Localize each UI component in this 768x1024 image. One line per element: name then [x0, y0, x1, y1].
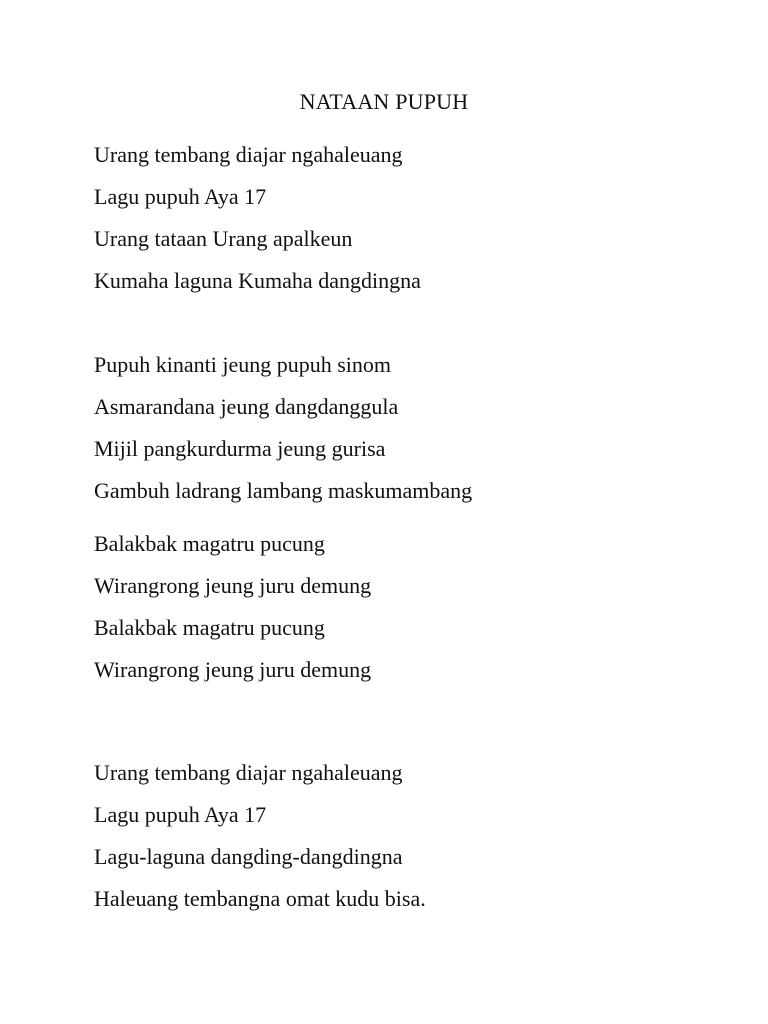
- stanza-line: Pupuh kinanti jeung pupuh sinom: [94, 352, 391, 377]
- stanza-line: Wirangrong jeung juru demung: [94, 573, 372, 598]
- stanza-line: Haleuang tembangna omat kudu bisa.: [94, 886, 426, 911]
- stanza-line: Gambuh ladrang lambang maskumambang: [94, 478, 473, 503]
- stanza-line: Lagu-laguna dangding-dangdingna: [94, 844, 403, 869]
- stanza-line: Mijil pangkurdurma jeung gurisa: [94, 436, 386, 461]
- stanza-1: [94, 134, 421, 302]
- stanza-line: Urang tembang diajar ngahaleuang: [94, 760, 403, 785]
- stanza-line: Asmarandana jeung dangdanggula: [94, 394, 399, 419]
- stanza-line: Balakbak magatru pucung: [94, 615, 325, 640]
- stanza-line: Balakbak magatru pucung: [94, 531, 325, 556]
- stanza-line: Urang tataan Urang apalkeun: [94, 226, 353, 251]
- stanza-3: [94, 523, 371, 691]
- stanza-line: Wirangrong jeung juru demung: [94, 657, 372, 682]
- stanza-line: Lagu pupuh Aya 17: [94, 802, 267, 827]
- stanza-line: Urang tembang diajar ngahaleuang: [94, 142, 403, 167]
- stanza-2: [94, 344, 472, 512]
- stanza-line: Kumaha laguna Kumaha dangdingna: [94, 268, 421, 293]
- stanza-line: Lagu pupuh Aya 17: [94, 184, 267, 209]
- document-title: NATAAN PUPUH: [299, 89, 469, 114]
- stanza-4: [94, 752, 426, 920]
